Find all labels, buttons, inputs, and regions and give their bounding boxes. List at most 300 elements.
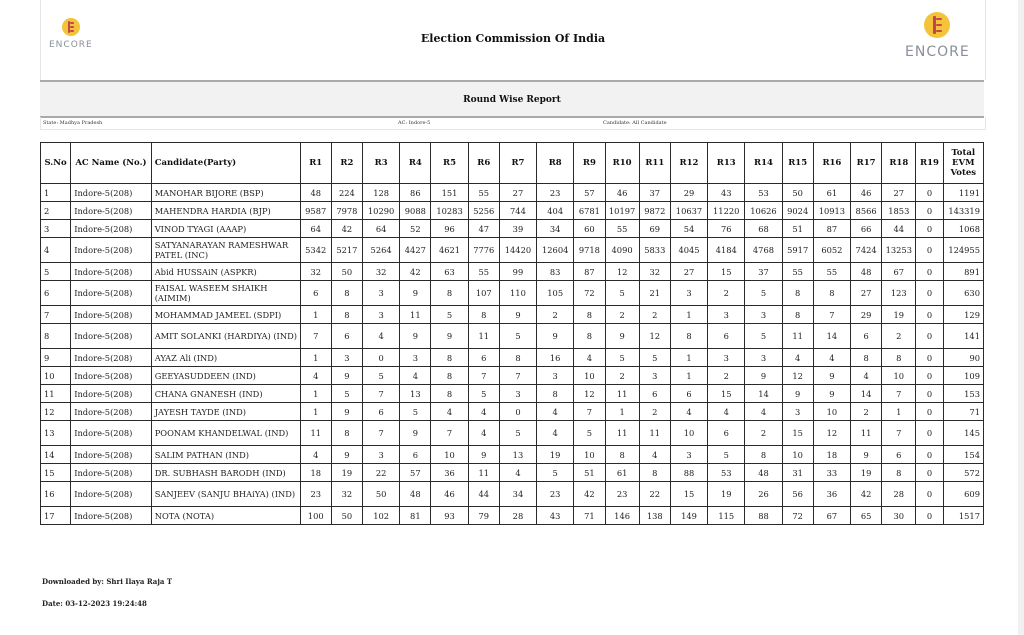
round-votes-cell: 8 <box>851 349 882 367</box>
round-votes-cell: 8 <box>782 281 813 306</box>
round-votes-cell: 3 <box>745 306 782 324</box>
round-votes-cell: 3 <box>363 446 400 464</box>
round-votes-cell: 4 <box>363 324 400 349</box>
round-votes-cell: 86 <box>400 184 431 202</box>
round-votes-cell: 3 <box>670 281 707 306</box>
round-votes-cell: 5 <box>468 385 499 403</box>
serial-number-cell: 7 <box>41 306 71 324</box>
round-votes-cell: 3 <box>782 403 813 421</box>
round-votes-cell: 5 <box>499 421 536 446</box>
round-votes-cell: 34 <box>537 220 574 238</box>
ac-name-cell: Indore-5(208) <box>71 184 152 202</box>
serial-number-cell: 2 <box>41 202 71 220</box>
column-header: R14 <box>745 143 782 184</box>
round-votes-cell: 2 <box>537 306 574 324</box>
round-votes-cell: 42 <box>851 482 882 507</box>
round-votes-cell: 67 <box>813 507 850 525</box>
round-votes-cell: 6 <box>670 385 707 403</box>
round-votes-cell: 4427 <box>400 238 431 263</box>
round-votes-cell: 4 <box>851 367 882 385</box>
round-votes-cell: 37 <box>745 263 782 281</box>
candidate-cell: MAHENDRA HARDIA (BJP) <box>151 202 300 220</box>
round-votes-cell: 9 <box>331 367 362 385</box>
round-votes-cell: 50 <box>331 263 362 281</box>
column-header: R1 <box>300 143 331 184</box>
round-votes-cell: 9024 <box>782 202 813 220</box>
serial-number-cell: 6 <box>41 281 71 306</box>
round-votes-cell: 0 <box>916 385 943 403</box>
round-votes-cell: 7 <box>431 421 468 446</box>
round-votes-cell: 18 <box>813 446 850 464</box>
round-votes-cell: 9088 <box>400 202 431 220</box>
candidate-cell: MOHAMMAD JAMEEL (SDPI) <box>151 306 300 324</box>
serial-number-cell: 4 <box>41 238 71 263</box>
round-votes-cell: 1 <box>670 349 707 367</box>
round-votes-cell: 3 <box>331 349 362 367</box>
column-header: S.No <box>41 143 71 184</box>
round-votes-cell: 2 <box>745 421 782 446</box>
table-row <box>41 482 984 507</box>
total-votes-cell: 891 <box>943 263 983 281</box>
round-votes-cell: 6052 <box>813 238 850 263</box>
round-votes-cell: 4 <box>431 403 468 421</box>
round-votes-cell: 0 <box>499 403 536 421</box>
round-votes-cell: 0 <box>916 349 943 367</box>
round-votes-cell: 9 <box>400 324 431 349</box>
column-header: Candidate(Party) <box>151 143 300 184</box>
round-votes-cell: 57 <box>400 464 431 482</box>
round-votes-cell: 5 <box>605 281 639 306</box>
round-votes-cell: 4 <box>537 403 574 421</box>
round-votes-cell: 404 <box>537 202 574 220</box>
candidate-cell: SANJEEV (SANJU BHAiYA) (IND) <box>151 482 300 507</box>
round-votes-cell: 22 <box>639 482 670 507</box>
round-votes-cell: 12 <box>813 421 850 446</box>
round-votes-cell: 8566 <box>851 202 882 220</box>
candidate-cell: POONAM KHANDELWAL (IND) <box>151 421 300 446</box>
round-votes-cell: 5256 <box>468 202 499 220</box>
state-label: State: Madhya Pradesh <box>43 120 103 126</box>
column-header: R9 <box>574 143 605 184</box>
round-votes-cell: 10637 <box>670 202 707 220</box>
column-header: R13 <box>708 143 745 184</box>
round-votes-cell: 46 <box>851 184 882 202</box>
serial-number-cell: 13 <box>41 421 71 446</box>
round-votes-cell: 51 <box>782 220 813 238</box>
round-votes-cell: 50 <box>782 184 813 202</box>
round-votes-cell: 13 <box>499 446 536 464</box>
round-votes-cell: 8 <box>574 324 605 349</box>
encore-logo-right <box>905 12 970 60</box>
round-votes-cell: 48 <box>745 464 782 482</box>
column-header: R2 <box>331 143 362 184</box>
round-votes-cell: 8 <box>431 349 468 367</box>
round-votes-cell: 6 <box>400 446 431 464</box>
round-votes-cell: 100 <box>300 507 331 525</box>
round-votes-cell: 0 <box>363 349 400 367</box>
round-votes-cell: 88 <box>670 464 707 482</box>
table-body <box>41 184 984 525</box>
candidate-cell: CHANA GNANESH (IND) <box>151 385 300 403</box>
round-votes-cell: 64 <box>300 220 331 238</box>
round-votes-cell: 5 <box>574 421 605 446</box>
candidate-filter-label: Candidate: All Candidate <box>603 120 667 126</box>
column-header: R16 <box>813 143 850 184</box>
round-votes-cell: 9 <box>331 446 362 464</box>
round-votes-cell: 34 <box>499 482 536 507</box>
round-votes-cell: 13 <box>400 385 431 403</box>
table-row <box>41 367 984 385</box>
round-votes-cell: 19 <box>882 306 916 324</box>
total-votes-cell: 109 <box>943 367 983 385</box>
round-votes-cell: 2 <box>605 306 639 324</box>
round-votes-cell: 3 <box>363 306 400 324</box>
column-header: R12 <box>670 143 707 184</box>
round-votes-cell: 8 <box>813 281 850 306</box>
round-votes-cell: 10283 <box>431 202 468 220</box>
column-header: R3 <box>363 143 400 184</box>
round-votes-cell: 44 <box>468 482 499 507</box>
round-votes-cell: 26 <box>745 482 782 507</box>
table-row <box>41 349 984 367</box>
round-votes-cell: 1 <box>300 349 331 367</box>
round-votes-cell: 52 <box>400 220 431 238</box>
round-votes-cell: 10 <box>574 367 605 385</box>
round-votes-cell: 7 <box>882 385 916 403</box>
round-votes-cell: 42 <box>574 482 605 507</box>
round-votes-cell: 8 <box>431 281 468 306</box>
round-votes-cell: 7 <box>363 421 400 446</box>
round-votes-cell: 6781 <box>574 202 605 220</box>
round-votes-cell: 0 <box>916 403 943 421</box>
round-votes-cell: 37 <box>639 184 670 202</box>
round-votes-cell: 6 <box>363 403 400 421</box>
round-votes-cell: 27 <box>851 281 882 306</box>
round-votes-cell: 10 <box>813 403 850 421</box>
ac-name-cell: Indore-5(208) <box>71 324 152 349</box>
serial-number-cell: 14 <box>41 446 71 464</box>
round-votes-cell: 4621 <box>431 238 468 263</box>
round-votes-cell: 5 <box>537 464 574 482</box>
round-votes-cell: 8 <box>499 349 536 367</box>
round-votes-cell: 19 <box>537 446 574 464</box>
round-votes-cell: 9 <box>851 446 882 464</box>
serial-number-cell: 12 <box>41 403 71 421</box>
round-votes-cell: 56 <box>782 482 813 507</box>
total-votes-cell: 154 <box>943 446 983 464</box>
round-votes-cell: 7 <box>882 421 916 446</box>
round-votes-cell: 5217 <box>331 238 362 263</box>
round-votes-cell: 9 <box>331 403 362 421</box>
round-votes-cell: 27 <box>670 263 707 281</box>
report-header <box>40 0 986 80</box>
round-votes-cell: 1 <box>670 306 707 324</box>
round-votes-cell: 8 <box>331 281 362 306</box>
round-votes-cell: 5 <box>499 324 536 349</box>
ac-name-cell: Indore-5(208) <box>71 281 152 306</box>
round-votes-cell: 4768 <box>745 238 782 263</box>
serial-number-cell: 8 <box>41 324 71 349</box>
round-votes-cell: 27 <box>882 184 916 202</box>
total-votes-cell: 143319 <box>943 202 983 220</box>
round-votes-cell: 50 <box>331 507 362 525</box>
round-votes-cell: 1 <box>605 403 639 421</box>
round-votes-cell: 36 <box>431 464 468 482</box>
round-votes-cell: 7424 <box>851 238 882 263</box>
round-votes-cell: 7 <box>813 306 850 324</box>
round-votes-cell: 10 <box>882 367 916 385</box>
round-votes-cell: 71 <box>574 507 605 525</box>
round-votes-cell: 28 <box>499 507 536 525</box>
serial-number-cell: 11 <box>41 385 71 403</box>
ac-name-cell: Indore-5(208) <box>71 349 152 367</box>
round-votes-cell: 2 <box>882 324 916 349</box>
column-header: R6 <box>468 143 499 184</box>
round-votes-cell: 50 <box>363 482 400 507</box>
round-votes-cell: 21 <box>639 281 670 306</box>
report-title-band <box>40 80 984 118</box>
column-header: R19 <box>916 143 943 184</box>
round-votes-cell: 5 <box>431 306 468 324</box>
round-votes-cell: 0 <box>916 446 943 464</box>
round-votes-cell: 61 <box>605 464 639 482</box>
round-votes-cell: 115 <box>708 507 745 525</box>
round-votes-cell: 11 <box>605 385 639 403</box>
round-votes-cell: 65 <box>851 507 882 525</box>
encore-logo-text: ENCORE <box>905 44 970 60</box>
round-votes-cell: 149 <box>670 507 707 525</box>
round-votes-cell: 9 <box>400 421 431 446</box>
round-votes-cell: 27 <box>499 184 536 202</box>
candidate-cell: SATYANARAYAN RAMESHWAR PATEL (INC) <box>151 238 300 263</box>
round-votes-cell: 107 <box>468 281 499 306</box>
round-votes-cell: 6 <box>639 385 670 403</box>
round-votes-cell: 6 <box>708 421 745 446</box>
round-votes-cell: 11 <box>782 324 813 349</box>
round-votes-cell: 2 <box>639 403 670 421</box>
round-votes-cell: 146 <box>605 507 639 525</box>
table-row <box>41 306 984 324</box>
round-votes-cell: 8 <box>431 367 468 385</box>
round-votes-cell: 10 <box>670 421 707 446</box>
round-votes-cell: 12 <box>639 324 670 349</box>
round-votes-cell: 15 <box>708 385 745 403</box>
round-votes-cell: 3 <box>745 349 782 367</box>
candidate-cell: SALIM PATHAN (IND) <box>151 446 300 464</box>
table-row <box>41 238 984 263</box>
round-votes-cell: 63 <box>431 263 468 281</box>
table-row <box>41 184 984 202</box>
table-row <box>41 385 984 403</box>
round-votes-cell: 9872 <box>639 202 670 220</box>
column-header: R5 <box>431 143 468 184</box>
round-votes-cell: 79 <box>468 507 499 525</box>
round-votes-cell: 4 <box>670 403 707 421</box>
round-votes-cell: 0 <box>916 464 943 482</box>
round-votes-cell: 53 <box>745 184 782 202</box>
column-header: Total EVM Votes <box>943 143 983 184</box>
round-votes-cell: 1853 <box>882 202 916 220</box>
round-votes-cell: 151 <box>431 184 468 202</box>
ac-name-cell: Indore-5(208) <box>71 421 152 446</box>
round-votes-cell: 5 <box>639 349 670 367</box>
round-votes-cell: 5 <box>331 385 362 403</box>
round-votes-cell: 3 <box>639 367 670 385</box>
round-votes-cell: 43 <box>537 507 574 525</box>
round-votes-cell: 8 <box>605 446 639 464</box>
candidate-cell: VINOD TYAGI (AAAP) <box>151 220 300 238</box>
round-votes-cell: 46 <box>605 184 639 202</box>
org-title: Election Commission Of India <box>420 32 606 45</box>
encore-logo-text: ENCORE <box>49 40 93 50</box>
round-votes-cell: 6 <box>882 446 916 464</box>
candidate-cell: Abid HUSSAiN (ASPKR) <box>151 263 300 281</box>
round-votes-cell: 10 <box>782 446 813 464</box>
total-votes-cell: 124955 <box>943 238 983 263</box>
candidate-cell: AMIT SOLANKI (HARDIYA) (IND) <box>151 324 300 349</box>
round-votes-cell: 55 <box>468 263 499 281</box>
column-header: R18 <box>882 143 916 184</box>
round-votes-cell: 93 <box>431 507 468 525</box>
serial-number-cell: 1 <box>41 184 71 202</box>
round-votes-cell: 6 <box>468 349 499 367</box>
ac-name-cell: Indore-5(208) <box>71 464 152 482</box>
round-votes-cell: 8 <box>882 464 916 482</box>
round-votes-cell: 32 <box>331 482 362 507</box>
round-votes-cell: 4184 <box>708 238 745 263</box>
round-votes-cell: 7776 <box>468 238 499 263</box>
round-votes-cell: 15 <box>782 421 813 446</box>
column-header: R7 <box>499 143 536 184</box>
round-votes-cell: 16 <box>537 349 574 367</box>
round-votes-cell: 5 <box>605 349 639 367</box>
column-header: R15 <box>782 143 813 184</box>
round-votes-cell: 12 <box>574 385 605 403</box>
round-votes-cell: 4045 <box>670 238 707 263</box>
round-votes-cell: 48 <box>400 482 431 507</box>
round-votes-cell: 10197 <box>605 202 639 220</box>
round-votes-cell: 23 <box>300 482 331 507</box>
round-votes-cell: 5264 <box>363 238 400 263</box>
round-votes-cell: 1 <box>300 403 331 421</box>
round-votes-cell: 60 <box>574 220 605 238</box>
round-votes-cell: 5 <box>745 281 782 306</box>
round-votes-cell: 4090 <box>605 238 639 263</box>
total-votes-cell: 1068 <box>943 220 983 238</box>
ac-name-cell: Indore-5(208) <box>71 507 152 525</box>
round-votes-cell: 44 <box>882 220 916 238</box>
table-row <box>41 446 984 464</box>
round-votes-cell: 55 <box>782 263 813 281</box>
round-votes-cell: 54 <box>670 220 707 238</box>
round-votes-cell: 4 <box>468 403 499 421</box>
ac-label: AC: Indore-5 <box>398 120 431 126</box>
round-votes-cell: 1 <box>300 306 331 324</box>
table-row <box>41 324 984 349</box>
round-votes-cell: 9587 <box>300 202 331 220</box>
round-votes-cell: 3 <box>363 281 400 306</box>
table-row <box>41 421 984 446</box>
round-votes-cell: 0 <box>916 421 943 446</box>
round-votes-cell: 1 <box>882 403 916 421</box>
candidate-cell: AYAZ Ali (IND) <box>151 349 300 367</box>
candidate-cell: JAYESH TAYDE (IND) <box>151 403 300 421</box>
round-votes-cell: 4 <box>400 367 431 385</box>
round-votes-cell: 9 <box>431 324 468 349</box>
round-votes-cell: 68 <box>745 220 782 238</box>
round-votes-cell: 0 <box>916 220 943 238</box>
total-votes-cell: 153 <box>943 385 983 403</box>
round-votes-cell: 11 <box>468 324 499 349</box>
round-votes-cell: 3 <box>670 446 707 464</box>
round-votes-cell: 5 <box>745 324 782 349</box>
round-votes-cell: 32 <box>300 263 331 281</box>
round-votes-cell: 11 <box>400 306 431 324</box>
round-votes-cell: 42 <box>331 220 362 238</box>
serial-number-cell: 17 <box>41 507 71 525</box>
round-votes-cell: 8 <box>782 306 813 324</box>
total-votes-cell: 1191 <box>943 184 983 202</box>
ac-name-cell: Indore-5(208) <box>71 367 152 385</box>
candidate-cell: MANOHAR BIJORE (BSP) <box>151 184 300 202</box>
round-votes-cell: 9 <box>468 446 499 464</box>
column-header: R10 <box>605 143 639 184</box>
round-votes-cell: 0 <box>916 263 943 281</box>
round-votes-cell: 5 <box>708 446 745 464</box>
round-votes-cell: 4 <box>708 403 745 421</box>
round-votes-cell: 6 <box>331 324 362 349</box>
round-votes-cell: 87 <box>813 220 850 238</box>
round-votes-cell: 2 <box>851 403 882 421</box>
ac-name-cell: Indore-5(208) <box>71 238 152 263</box>
total-votes-cell: 129 <box>943 306 983 324</box>
round-votes-cell: 9 <box>499 306 536 324</box>
round-votes-cell: 4 <box>499 464 536 482</box>
round-votes-cell: 8 <box>745 446 782 464</box>
round-votes-cell: 43 <box>708 184 745 202</box>
round-votes-cell: 32 <box>639 263 670 281</box>
ac-name-cell: Indore-5(208) <box>71 220 152 238</box>
round-votes-cell: 12 <box>605 263 639 281</box>
round-votes-cell: 66 <box>851 220 882 238</box>
total-votes-cell: 1517 <box>943 507 983 525</box>
round-votes-cell: 8 <box>468 306 499 324</box>
round-votes-cell: 7978 <box>331 202 362 220</box>
round-votes-cell: 8 <box>639 464 670 482</box>
round-votes-cell: 31 <box>782 464 813 482</box>
round-votes-cell: 4 <box>745 403 782 421</box>
total-votes-cell: 71 <box>943 403 983 421</box>
table-row <box>41 281 984 306</box>
encore-logo-icon <box>924 12 950 38</box>
round-votes-cell: 72 <box>782 507 813 525</box>
report-title: Round Wise Report <box>463 95 561 105</box>
round-votes-cell: 123 <box>882 281 916 306</box>
round-votes-cell: 14420 <box>499 238 536 263</box>
round-votes-cell: 7 <box>499 367 536 385</box>
round-votes-cell: 1 <box>670 367 707 385</box>
round-votes-cell: 32 <box>363 263 400 281</box>
round-votes-cell: 29 <box>851 306 882 324</box>
round-votes-cell: 23 <box>537 184 574 202</box>
round-votes-cell: 15 <box>670 482 707 507</box>
round-votes-cell: 72 <box>574 281 605 306</box>
table-row <box>41 507 984 525</box>
round-votes-cell: 22 <box>363 464 400 482</box>
round-votes-cell: 61 <box>813 184 850 202</box>
round-votes-cell: 8 <box>331 421 362 446</box>
round-votes-cell: 81 <box>400 507 431 525</box>
